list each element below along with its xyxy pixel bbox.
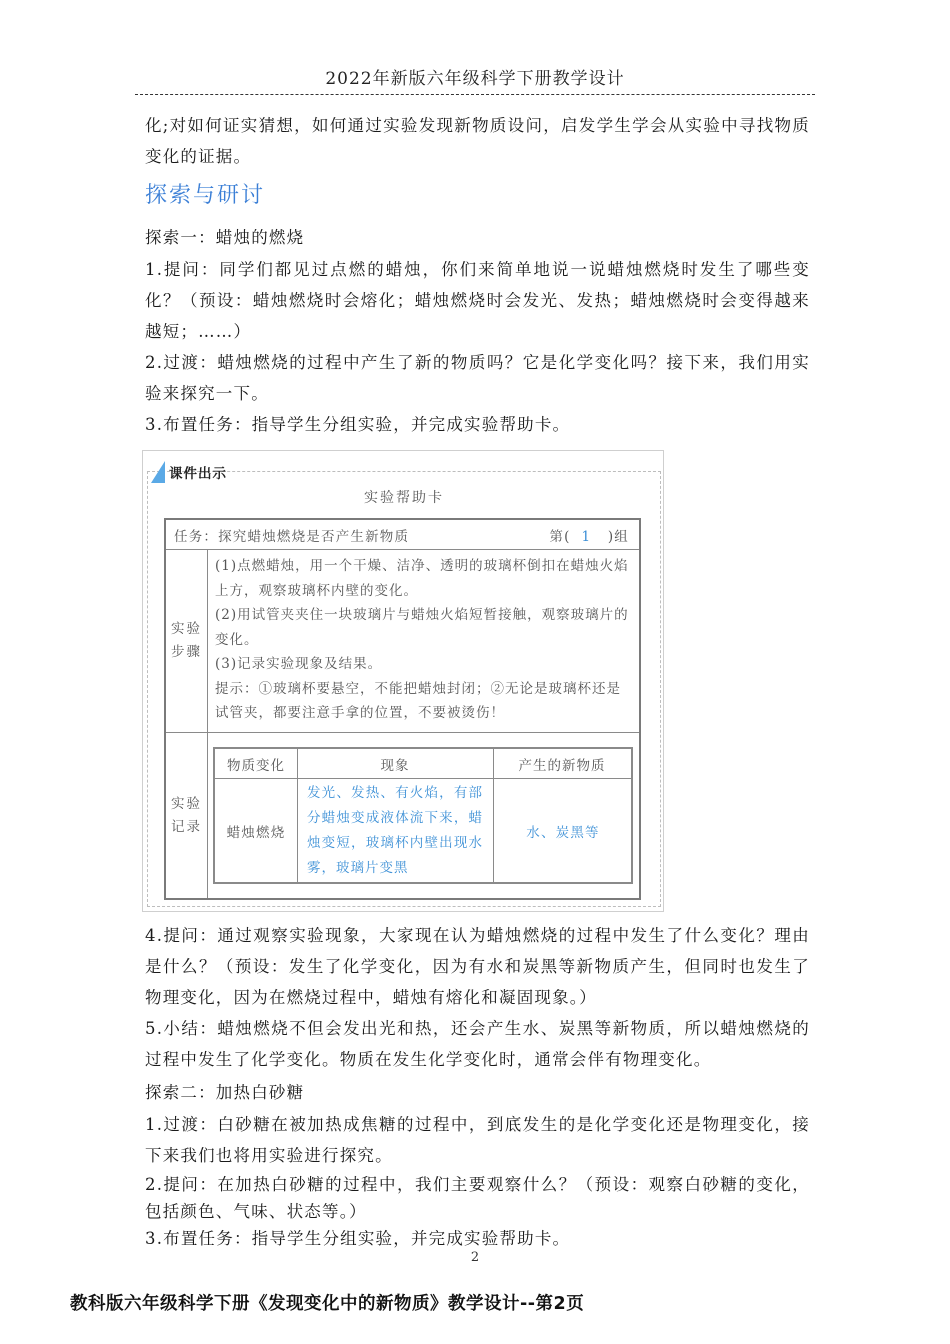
header-new-substance: 产生的新物质 [493, 749, 631, 779]
explore1-title: 探索一：蜡烛的燃烧 [145, 228, 305, 247]
page-number: 2 [470, 1250, 480, 1265]
explore1-paragraph-2: 2.过渡：蜡烛燃烧的过程中产生了新的物质吗？它是化学变化吗？接下来，我们用实验来探究一下。 [145, 353, 810, 403]
group-field: 第( 1 )组 [549, 528, 629, 545]
header-phenomenon: 现象 [297, 749, 493, 779]
intro-paragraph: 化;对如何证实猜想，如何通过实验发现新物质设问，启发学生学会从实验中寻找物质变化的证据。 [145, 116, 810, 166]
record-label: 实验 记录 [166, 733, 208, 898]
explore2-paragraph-2: 2.提问：在加热白砂糖的过程中，我们主要观察什么？（预设：观察白砂糖的变化，包括颜色、气味、状态等。） [145, 1175, 810, 1221]
column-divider [493, 749, 494, 882]
section-title: 探索与研讨 [145, 183, 266, 208]
steps-content [215, 554, 635, 726]
step-2: (2)用试管夹夹住一块玻璃片与蜡烛火焰短暂接触，观察玻璃片的变化。 [215, 607, 629, 648]
header-divider [135, 94, 815, 95]
explore2-paragraph-1: 1.过渡：白砂糖在被加热成焦糖的过程中，到底发生的是化学变化还是物理变化，接下来我们也将用实验进行探究。 [145, 1115, 810, 1165]
steps-row [166, 550, 639, 733]
explore1-paragraph-1: 1.提问：同学们都见过点燃的蜡烛，你们来简单地说一说蜡烛燃烧时发生了哪些变化？（预设：蜡烛燃烧时会熔化；蜡烛燃烧时会发光、发热；蜡烛燃烧时会变得越来越短；……） [145, 260, 810, 341]
explore1-paragraph-4: 4.提问：通过观察实验现象，大家现在认为蜡烛燃烧的过程中发生了什么变化？理由是什么？（预设：发生了化学变化，因为有水和炭黑等新物质产生，但同时也发生了物理变化，因为在燃烧过程中，蜡烛有熔化和凝固现象。） [145, 926, 810, 1007]
explore2-paragraph-3: 3.布置任务：指导学生分组实验，并完成实验帮助卡。 [145, 1229, 571, 1248]
cell-phenomenon: 发光、发热、有火焰，有部分蜡烛变成液体流下来，蜡烛变短，玻璃杯内壁出现水雾，玻璃片变黑 [307, 784, 483, 876]
tag-label: 课件出示 [169, 466, 227, 482]
cell-change: 蜡烛燃烧 [226, 824, 286, 841]
courseware-card [142, 450, 664, 912]
record-row [166, 733, 639, 898]
explore2-title: 探索二：加热白砂糖 [145, 1083, 305, 1102]
task-label: 任务：探究蜡烛燃烧是否产生新物质 [174, 528, 410, 545]
help-card-table [164, 518, 641, 900]
tag-corner-icon [151, 461, 165, 483]
document-body [145, 110, 810, 1252]
card-title: 实验帮助卡 [364, 490, 444, 506]
explore1-paragraph-5: 5.小结：蜡烛燃烧不但会发出光和热，还会产生水、炭黑等新物质，所以蜡烛燃烧的过程中发生了化学变化。物质在发生化学变化时，通常会伴有物理变化。 [145, 1019, 810, 1069]
cell-new-substance: 水、炭黑等 [526, 824, 600, 841]
steps-label: 实验 步骤 [166, 550, 208, 732]
task-row [166, 520, 639, 550]
page-header: 2022年新版六年级科学下册教学设计 [325, 69, 625, 89]
safety-tip: 提示：①玻璃杯要悬空，不能把蜡烛封闭；②无论是玻璃杯还是试管夹，都要注意手拿的位置，不要被烫伤！ [215, 680, 621, 721]
footer-caption: 教科版六年级科学下册《发现变化中的新物质》教学设计--第2页 [70, 1294, 585, 1314]
explore1-paragraph-3: 3.布置任务：指导学生分组实验，并完成实验帮助卡。 [145, 415, 571, 434]
courseware-tag [151, 459, 227, 485]
record-table [213, 747, 633, 884]
step-3: (3)记录实验现象及结果。 [215, 656, 383, 672]
step-1: (1)点燃蜡烛，用一个干燥、洁净、透明的玻璃杯倒扣在蜡烛火焰上方，观察玻璃杯内壁的变化。 [215, 558, 629, 599]
column-divider [297, 749, 298, 882]
group-number: 1 [581, 528, 592, 545]
header-change: 物质变化 [215, 749, 297, 779]
